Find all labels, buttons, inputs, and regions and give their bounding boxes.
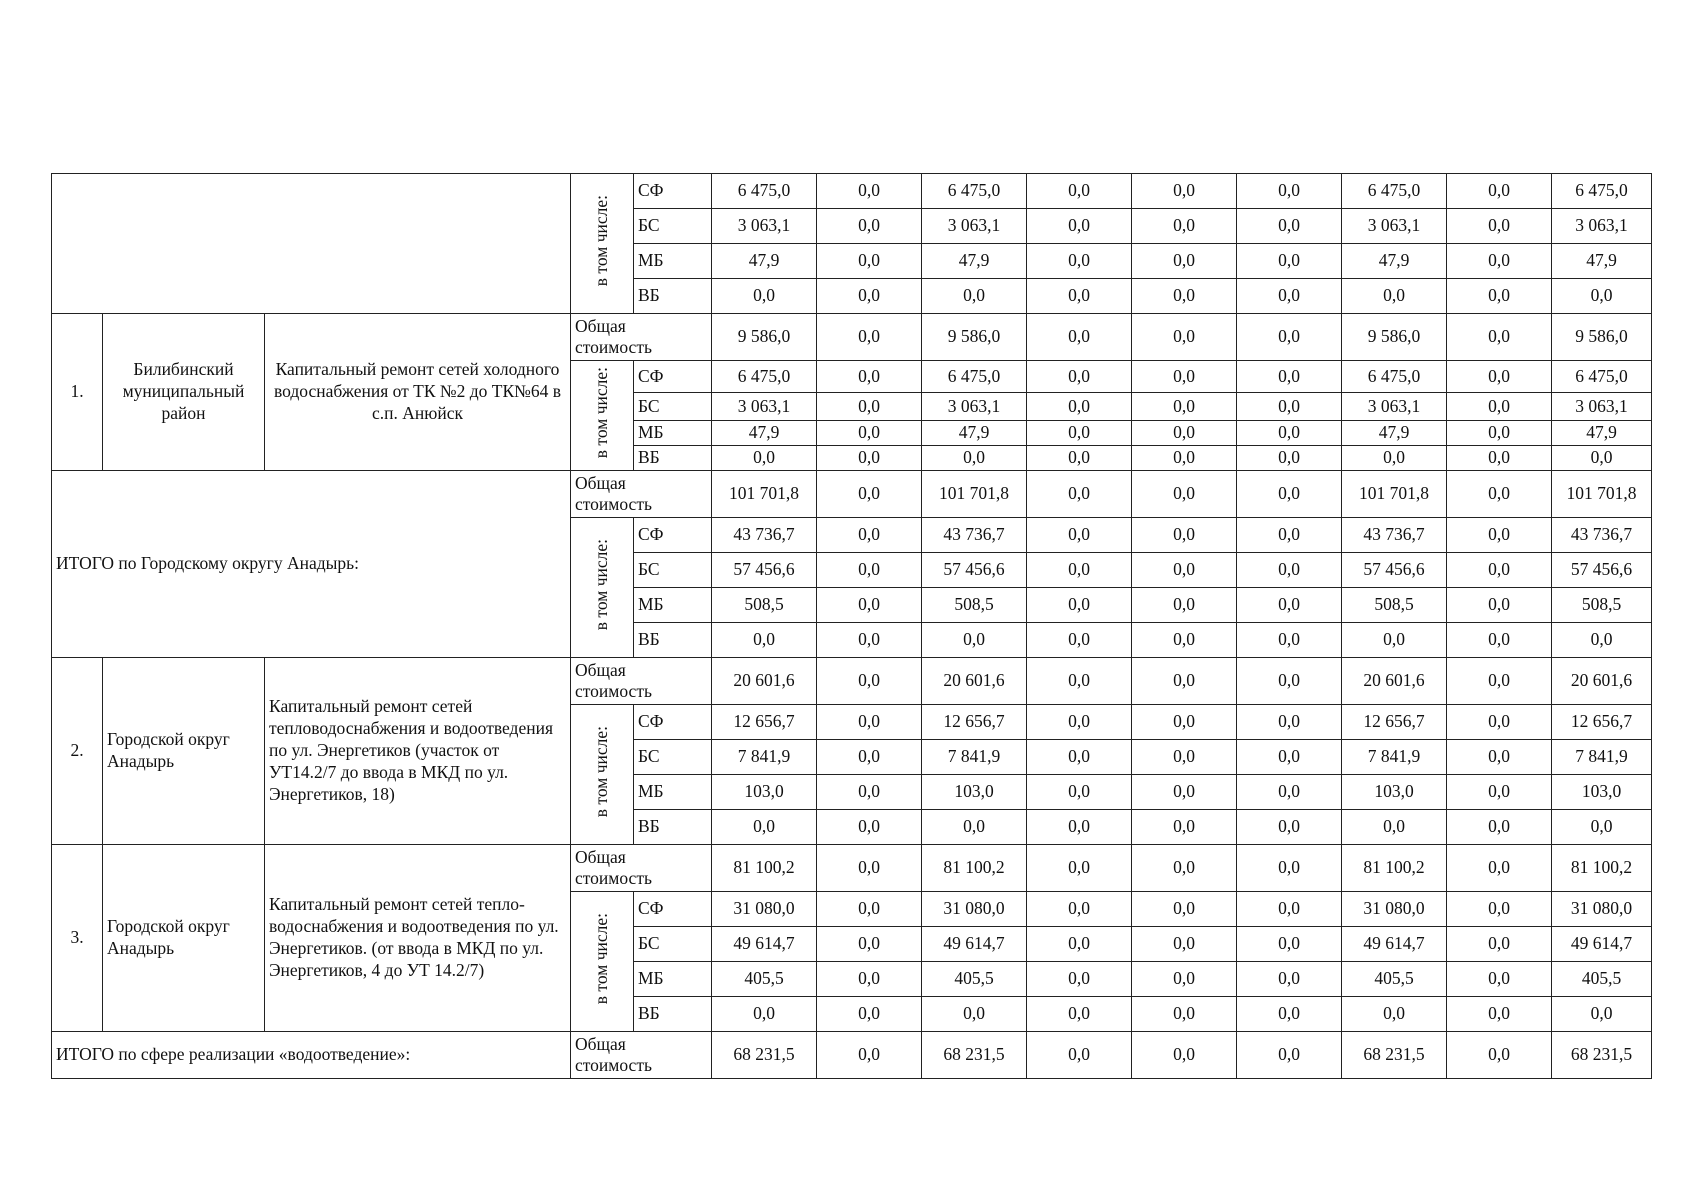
table-row [52, 845, 1652, 892]
value-cell: 57 456,6 [712, 553, 817, 588]
value-cell: 0,0 [1027, 174, 1132, 209]
value-cell: 0,0 [1132, 845, 1237, 892]
value-cell: 508,5 [1342, 588, 1447, 623]
value-cell: 0,0 [817, 927, 922, 962]
table-row [52, 471, 1652, 518]
value-cell: 0,0 [1447, 553, 1552, 588]
value-cell: 7 841,9 [712, 740, 817, 775]
value-cell: 0,0 [1027, 279, 1132, 314]
value-cell: 0,0 [1132, 553, 1237, 588]
value-cell: 101 701,8 [922, 471, 1027, 518]
value-cell: 0,0 [1027, 471, 1132, 518]
value-cell: 0,0 [1237, 1032, 1342, 1079]
value-cell: 6 475,0 [1342, 174, 1447, 209]
value-cell: 0,0 [712, 810, 817, 845]
funding-code: СФ [634, 892, 712, 927]
value-cell: 81 100,2 [1342, 845, 1447, 892]
value-cell: 0,0 [817, 209, 922, 244]
value-cell: 103,0 [922, 775, 1027, 810]
value-cell: 0,0 [1027, 810, 1132, 845]
value-cell: 0,0 [1027, 927, 1132, 962]
value-cell: 0,0 [817, 471, 922, 518]
value-cell: 0,0 [1237, 518, 1342, 553]
funding-code: МБ [634, 962, 712, 997]
value-cell: 49 614,7 [712, 927, 817, 962]
table-row [52, 314, 1652, 361]
value-cell: 6 475,0 [1342, 361, 1447, 393]
value-cell: 0,0 [1237, 279, 1342, 314]
value-cell: 508,5 [922, 588, 1027, 623]
value-cell: 0,0 [1132, 393, 1237, 421]
value-cell: 0,0 [1447, 1032, 1552, 1079]
value-cell: 0,0 [1447, 471, 1552, 518]
value-cell: 0,0 [1027, 518, 1132, 553]
value-cell: 9 586,0 [1552, 314, 1652, 361]
general-cost-label: Общая стоимость [571, 1032, 712, 1079]
value-cell: 0,0 [1447, 962, 1552, 997]
value-cell: 0,0 [1132, 997, 1237, 1032]
value-cell: 0,0 [1027, 623, 1132, 658]
value-cell: 20 601,6 [712, 658, 817, 705]
funding-code: МБ [634, 775, 712, 810]
value-cell: 0,0 [1447, 845, 1552, 892]
value-cell: 0,0 [817, 393, 922, 421]
value-cell: 0,0 [817, 997, 922, 1032]
value-cell: 0,0 [1027, 393, 1132, 421]
value-cell: 0,0 [1237, 174, 1342, 209]
value-cell: 47,9 [922, 244, 1027, 279]
value-cell: 0,0 [1447, 421, 1552, 446]
value-cell: 0,0 [1027, 658, 1132, 705]
value-cell: 0,0 [1027, 705, 1132, 740]
value-cell: 101 701,8 [1552, 471, 1652, 518]
value-cell: 47,9 [1342, 244, 1447, 279]
value-cell: 0,0 [1132, 421, 1237, 446]
value-cell: 0,0 [1027, 1032, 1132, 1079]
value-cell: 0,0 [1132, 174, 1237, 209]
value-cell: 0,0 [1237, 997, 1342, 1032]
value-cell: 0,0 [712, 623, 817, 658]
value-cell: 0,0 [817, 810, 922, 845]
total-title: ИТОГО по Городскому округу Анадырь: [52, 471, 571, 658]
value-cell: 0,0 [1342, 997, 1447, 1032]
value-cell: 0,0 [1132, 892, 1237, 927]
value-cell: 0,0 [922, 997, 1027, 1032]
included-label-text: в том числе: [591, 912, 612, 1005]
value-cell: 101 701,8 [712, 471, 817, 518]
value-cell: 0,0 [1132, 361, 1237, 393]
value-cell: 0,0 [1132, 471, 1237, 518]
value-cell: 0,0 [1447, 314, 1552, 361]
value-cell: 0,0 [1447, 997, 1552, 1032]
funding-code: ВБ [634, 810, 712, 845]
value-cell: 9 586,0 [712, 314, 817, 361]
value-cell: 0,0 [1027, 244, 1132, 279]
value-cell: 3 063,1 [712, 393, 817, 421]
value-cell: 0,0 [1132, 623, 1237, 658]
value-cell: 405,5 [712, 962, 817, 997]
value-cell: 0,0 [712, 997, 817, 1032]
included-label-text: в том числе: [591, 538, 612, 631]
value-cell: 405,5 [1342, 962, 1447, 997]
value-cell: 12 656,7 [712, 705, 817, 740]
value-cell: 9 586,0 [1342, 314, 1447, 361]
value-cell: 0,0 [1447, 446, 1552, 471]
value-cell: 31 080,0 [1552, 892, 1652, 927]
value-cell: 0,0 [1132, 209, 1237, 244]
value-cell: 31 080,0 [712, 892, 817, 927]
value-cell: 0,0 [1237, 471, 1342, 518]
value-cell: 0,0 [1342, 810, 1447, 845]
value-cell: 3 063,1 [922, 393, 1027, 421]
included-label-text: в том числе: [591, 194, 612, 287]
value-cell: 47,9 [712, 421, 817, 446]
value-cell: 0,0 [922, 810, 1027, 845]
value-cell: 103,0 [712, 775, 817, 810]
value-cell: 49 614,7 [922, 927, 1027, 962]
value-cell: 0,0 [817, 518, 922, 553]
value-cell: 0,0 [817, 775, 922, 810]
value-cell: 0,0 [1237, 553, 1342, 588]
project-description: Капитальный ремонт сетей тепловодоснабжения и водоотведения по ул. Энергетиков (участок от УТ14.2/7 до ввода в МКД по ул. Энергетиков, 18) [265, 658, 571, 845]
value-cell: 101 701,8 [1342, 471, 1447, 518]
value-cell: 0,0 [1132, 927, 1237, 962]
value-cell: 0,0 [1237, 658, 1342, 705]
value-cell: 57 456,6 [1342, 553, 1447, 588]
value-cell: 0,0 [1132, 244, 1237, 279]
value-cell: 81 100,2 [922, 845, 1027, 892]
value-cell: 3 063,1 [1342, 393, 1447, 421]
value-cell: 0,0 [1342, 279, 1447, 314]
value-cell: 0,0 [1237, 845, 1342, 892]
value-cell: 0,0 [1132, 588, 1237, 623]
value-cell: 0,0 [817, 279, 922, 314]
funding-code: МБ [634, 421, 712, 446]
value-cell: 3 063,1 [922, 209, 1027, 244]
funding-code: МБ [634, 244, 712, 279]
value-cell: 0,0 [817, 962, 922, 997]
included-label [571, 174, 634, 314]
value-cell: 0,0 [1447, 927, 1552, 962]
value-cell: 0,0 [817, 244, 922, 279]
included-label [571, 705, 634, 845]
value-cell: 68 231,5 [922, 1032, 1027, 1079]
value-cell: 47,9 [712, 244, 817, 279]
value-cell: 43 736,7 [1552, 518, 1652, 553]
value-cell: 0,0 [922, 446, 1027, 471]
included-label [571, 361, 634, 471]
value-cell: 81 100,2 [712, 845, 817, 892]
value-cell: 6 475,0 [922, 174, 1027, 209]
value-cell: 7 841,9 [1552, 740, 1652, 775]
value-cell: 0,0 [1132, 279, 1237, 314]
value-cell: 7 841,9 [1342, 740, 1447, 775]
value-cell: 6 475,0 [1552, 174, 1652, 209]
value-cell: 0,0 [1237, 446, 1342, 471]
value-cell: 0,0 [1342, 623, 1447, 658]
value-cell: 0,0 [1027, 892, 1132, 927]
value-cell: 0,0 [1447, 588, 1552, 623]
value-cell: 0,0 [1237, 588, 1342, 623]
value-cell: 0,0 [1447, 740, 1552, 775]
value-cell: 0,0 [1237, 393, 1342, 421]
value-cell: 43 736,7 [1342, 518, 1447, 553]
included-label [571, 518, 634, 658]
value-cell: 6 475,0 [922, 361, 1027, 393]
project-district: Билибинский муниципальный район [103, 314, 265, 471]
value-cell: 0,0 [1132, 446, 1237, 471]
value-cell: 43 736,7 [712, 518, 817, 553]
value-cell: 0,0 [1132, 705, 1237, 740]
value-cell: 57 456,6 [922, 553, 1027, 588]
value-cell: 0,0 [817, 446, 922, 471]
value-cell: 0,0 [1447, 279, 1552, 314]
general-cost-label: Общая стоимость [571, 845, 712, 892]
value-cell: 508,5 [1552, 588, 1652, 623]
value-cell: 81 100,2 [1552, 845, 1652, 892]
funding-code: БС [634, 393, 712, 421]
value-cell: 20 601,6 [1552, 658, 1652, 705]
value-cell: 0,0 [1132, 775, 1237, 810]
value-cell: 0,0 [1447, 892, 1552, 927]
value-cell: 0,0 [1237, 927, 1342, 962]
value-cell: 0,0 [1237, 775, 1342, 810]
value-cell: 0,0 [1027, 962, 1132, 997]
value-cell: 0,0 [1342, 446, 1447, 471]
value-cell: 0,0 [817, 314, 922, 361]
value-cell: 7 841,9 [922, 740, 1027, 775]
value-cell: 0,0 [1552, 446, 1652, 471]
value-cell: 6 475,0 [712, 361, 817, 393]
value-cell: 0,0 [817, 705, 922, 740]
value-cell: 0,0 [1552, 623, 1652, 658]
value-cell: 405,5 [922, 962, 1027, 997]
value-cell: 49 614,7 [1552, 927, 1652, 962]
general-cost-label: Общая стоимость [571, 471, 712, 518]
project-description: Капитальный ремонт сетей холодного водоснабжения от ТК №2 до ТК№64 в с.п. Анюйск [265, 314, 571, 471]
value-cell: 0,0 [1027, 997, 1132, 1032]
value-cell: 0,0 [1132, 1032, 1237, 1079]
value-cell: 3 063,1 [1552, 209, 1652, 244]
value-cell: 0,0 [1027, 553, 1132, 588]
value-cell: 0,0 [817, 740, 922, 775]
value-cell: 31 080,0 [1342, 892, 1447, 927]
project-number: 3. [52, 845, 103, 1032]
value-cell: 0,0 [1237, 962, 1342, 997]
value-cell: 0,0 [1447, 209, 1552, 244]
value-cell: 0,0 [1237, 623, 1342, 658]
value-cell: 0,0 [1132, 658, 1237, 705]
value-cell: 0,0 [1027, 588, 1132, 623]
value-cell: 0,0 [817, 174, 922, 209]
value-cell: 12 656,7 [922, 705, 1027, 740]
value-cell: 0,0 [922, 279, 1027, 314]
general-cost-label: Общая стоимость [571, 658, 712, 705]
value-cell: 68 231,5 [1552, 1032, 1652, 1079]
value-cell: 3 063,1 [1342, 209, 1447, 244]
value-cell: 0,0 [1027, 845, 1132, 892]
value-cell: 0,0 [1132, 962, 1237, 997]
value-cell: 47,9 [1552, 421, 1652, 446]
value-cell: 31 080,0 [922, 892, 1027, 927]
value-cell: 47,9 [922, 421, 1027, 446]
value-cell: 103,0 [1552, 775, 1652, 810]
table-row [52, 658, 1652, 705]
value-cell: 47,9 [1342, 421, 1447, 446]
value-cell: 12 656,7 [1552, 705, 1652, 740]
value-cell: 0,0 [1237, 209, 1342, 244]
value-cell: 0,0 [922, 623, 1027, 658]
included-label-text: в том числе: [591, 366, 612, 459]
value-cell: 3 063,1 [1552, 393, 1652, 421]
value-cell: 0,0 [817, 361, 922, 393]
value-cell: 0,0 [1237, 740, 1342, 775]
funding-code: ВБ [634, 446, 712, 471]
value-cell: 0,0 [1447, 361, 1552, 393]
value-cell: 0,0 [1552, 810, 1652, 845]
value-cell: 0,0 [1447, 775, 1552, 810]
value-cell: 103,0 [1342, 775, 1447, 810]
included-label [571, 892, 634, 1032]
funding-code: ВБ [634, 279, 712, 314]
finance-table [51, 173, 1652, 1079]
value-cell: 6 475,0 [1552, 361, 1652, 393]
value-cell: 0,0 [1447, 244, 1552, 279]
funding-code: ВБ [634, 623, 712, 658]
value-cell: 0,0 [817, 553, 922, 588]
value-cell: 43 736,7 [922, 518, 1027, 553]
project-description: Капитальный ремонт сетей тепло-водоснабжения и водоотведения по ул. Энергетиков. (от ввода в МКД по ул. Энергетиков, 4 до УТ 14.2/7) [265, 845, 571, 1032]
value-cell: 0,0 [1132, 810, 1237, 845]
value-cell: 9 586,0 [922, 314, 1027, 361]
value-cell: 68 231,5 [712, 1032, 817, 1079]
value-cell: 0,0 [1447, 705, 1552, 740]
general-cost-label: Общая стоимость [571, 314, 712, 361]
value-cell: 0,0 [1447, 174, 1552, 209]
value-cell: 0,0 [817, 658, 922, 705]
funding-code: СФ [634, 361, 712, 393]
funding-code: ВБ [634, 997, 712, 1032]
funding-code: МБ [634, 588, 712, 623]
value-cell: 0,0 [817, 588, 922, 623]
value-cell: 20 601,6 [922, 658, 1027, 705]
included-label-text: в том числе: [591, 725, 612, 818]
funding-code: СФ [634, 705, 712, 740]
value-cell: 0,0 [1027, 209, 1132, 244]
funding-code: БС [634, 740, 712, 775]
value-cell: 0,0 [1237, 892, 1342, 927]
value-cell: 0,0 [1132, 314, 1237, 361]
value-cell: 0,0 [1027, 361, 1132, 393]
value-cell: 0,0 [1237, 810, 1342, 845]
value-cell: 0,0 [1132, 740, 1237, 775]
value-cell: 508,5 [712, 588, 817, 623]
table-row [52, 1032, 1652, 1079]
value-cell: 0,0 [1447, 810, 1552, 845]
value-cell: 0,0 [1027, 740, 1132, 775]
value-cell: 0,0 [817, 845, 922, 892]
value-cell: 0,0 [817, 623, 922, 658]
value-cell: 0,0 [1027, 775, 1132, 810]
value-cell: 0,0 [1237, 314, 1342, 361]
value-cell: 12 656,7 [1342, 705, 1447, 740]
value-cell: 0,0 [1237, 421, 1342, 446]
funding-code: БС [634, 927, 712, 962]
value-cell: 0,0 [1237, 705, 1342, 740]
funding-code: СФ [634, 174, 712, 209]
value-cell: 57 456,6 [1552, 553, 1652, 588]
value-cell: 0,0 [1552, 279, 1652, 314]
value-cell: 0,0 [1447, 658, 1552, 705]
value-cell: 0,0 [1237, 244, 1342, 279]
value-cell: 405,5 [1552, 962, 1652, 997]
value-cell: 0,0 [1132, 518, 1237, 553]
value-cell: 0,0 [1027, 421, 1132, 446]
value-cell: 0,0 [1552, 997, 1652, 1032]
table-row [52, 174, 1652, 209]
value-cell: 0,0 [1027, 446, 1132, 471]
value-cell: 47,9 [1552, 244, 1652, 279]
value-cell: 0,0 [1447, 518, 1552, 553]
value-cell: 0,0 [712, 446, 817, 471]
value-cell: 3 063,1 [712, 209, 817, 244]
value-cell: 0,0 [1447, 393, 1552, 421]
project-number: 1. [52, 314, 103, 471]
funding-code: БС [634, 209, 712, 244]
value-cell: 49 614,7 [1342, 927, 1447, 962]
final-total-title: ИТОГО по сфере реализации «водоотведение»: [52, 1032, 571, 1079]
funding-code: СФ [634, 518, 712, 553]
project-district: Городской округ Анадырь [103, 658, 265, 845]
blank-cell [52, 174, 571, 314]
value-cell: 0,0 [1237, 361, 1342, 393]
value-cell: 0,0 [1447, 623, 1552, 658]
project-district: Городской округ Анадырь [103, 845, 265, 1032]
value-cell: 0,0 [1027, 314, 1132, 361]
project-number: 2. [52, 658, 103, 845]
value-cell: 68 231,5 [1342, 1032, 1447, 1079]
funding-code: БС [634, 553, 712, 588]
value-cell: 20 601,6 [1342, 658, 1447, 705]
value-cell: 0,0 [817, 421, 922, 446]
value-cell: 0,0 [712, 279, 817, 314]
value-cell: 0,0 [817, 892, 922, 927]
value-cell: 0,0 [817, 1032, 922, 1079]
value-cell: 6 475,0 [712, 174, 817, 209]
